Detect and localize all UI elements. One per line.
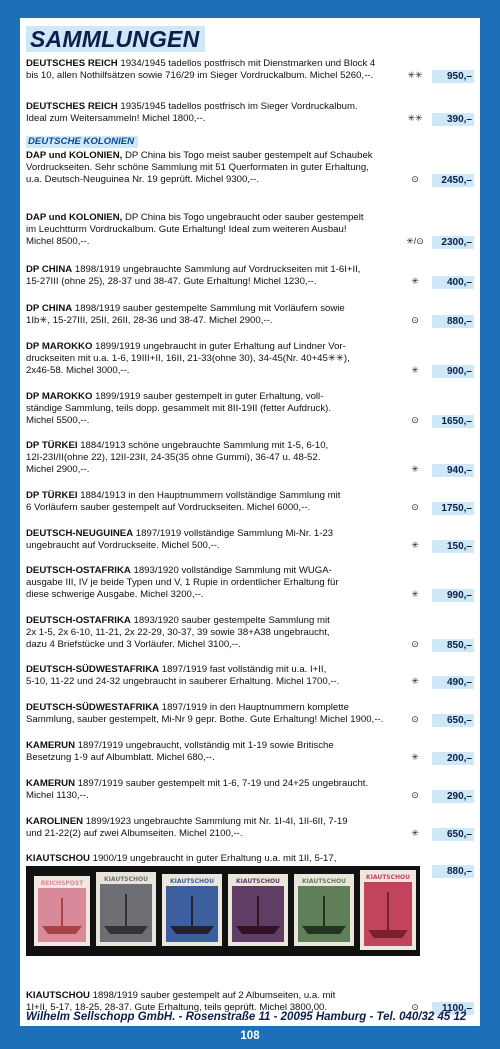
lot-text: DP China bis Togo meist sauber gestempelt auf Schaubek <box>122 150 373 161</box>
lot-line <box>26 212 406 224</box>
lot-text: 1897/1919 sauber gestempelt mit 1-6, 7-19 und 24+25 ungebraucht. <box>75 778 369 789</box>
lot-line <box>26 440 406 452</box>
lot-line <box>26 303 406 315</box>
lot-line <box>26 365 406 377</box>
lot-description <box>26 341 406 377</box>
lot-name: DEUTSCH-NEUGUINEA <box>26 528 134 539</box>
lot-name: KIAUTSCHOU <box>26 853 90 864</box>
lot-name: DP TÜRKEI <box>26 490 78 501</box>
lot-line <box>26 828 406 840</box>
lot-text: 1899/1919 sauber gestempelt in guter Erhaltung, voll- <box>92 391 324 402</box>
condition-symbol: ✳ <box>411 539 419 550</box>
lot-line <box>26 565 406 577</box>
lot-line <box>26 58 406 70</box>
stamp <box>360 870 416 950</box>
lot-entry <box>26 664 472 688</box>
lot-text: 1893/1920 vollständige Sammlung mit WUGA- <box>130 565 332 576</box>
lot-text: bis 10, allen Nothilfsätzen sowie 716/29 im Sieger Vordruckalbum. Michel 5260,--. <box>26 69 374 81</box>
lot-text: dazu 4 Briefstücke und 3 Vorläufer. Michel 3100,--. <box>26 638 241 650</box>
lot-line <box>26 101 406 113</box>
lot-line <box>26 790 406 802</box>
stamp <box>294 874 354 946</box>
stamp <box>96 872 156 946</box>
lot-price: 1100,– <box>432 1002 474 1015</box>
lot-text: 1897/1919 in den Hauptnummern komplette <box>159 702 349 713</box>
lot-name: DP CHINA <box>26 303 73 314</box>
lot-text: im Leuchtturm Vordruckalbum. Gute Erhaltung! Ideal zum weiteren Ausbau! <box>26 223 347 235</box>
lot-entry <box>26 303 472 327</box>
lot-name: DEUTSCHES REICH <box>26 58 118 69</box>
stamp-label: KIAUTSCHOU <box>365 874 411 881</box>
lot-text: Michel 5500,--. <box>26 414 90 426</box>
lot-price: 290,– <box>432 790 474 803</box>
lot-entry <box>26 740 472 764</box>
lot-price: 650,– <box>432 828 474 841</box>
lot-entry <box>26 341 472 377</box>
lot-description <box>26 264 406 288</box>
lot-name: DP TÜRKEI <box>26 440 78 451</box>
lot-text: 1897/1919 fast vollständig mit u.a. I+II, <box>159 664 327 675</box>
lot-line <box>26 502 406 514</box>
lot-line <box>26 702 406 714</box>
lot-line <box>26 714 406 726</box>
lot-price: 2300,– <box>432 236 474 249</box>
lot-line <box>26 113 406 125</box>
lot-line <box>26 391 406 403</box>
lot-text: 1900/19 ungebraucht in guter Erhaltung u.a. mit 1II, 5-17, <box>89 853 337 864</box>
condition-symbol: ✳ <box>411 364 419 375</box>
lot-text: 1I+II, 5-17, 18-25, 28-37. Gute Erhaltung, teils geprüft. Michel 3800,00. <box>26 1001 328 1013</box>
lot-entry <box>26 212 472 248</box>
lot-line <box>26 70 406 82</box>
lot-name: DAP und KOLONIEN, <box>26 212 123 223</box>
condition-symbol: ⊙ <box>411 789 419 800</box>
lot-line <box>26 403 406 415</box>
lot-text: 1884/1913 schöne ungebrauchte Sammlung mit 1-5, 6-10, <box>77 440 329 451</box>
lot-name: KAMERUN <box>26 740 76 751</box>
lot-name: KAMERUN <box>26 778 76 789</box>
lot-text: 1899/1923 ungebrauchte Sammlung mit Nr. 1I-4I, 1II-6II, 7-19 <box>83 816 348 827</box>
lot-text: ständige Sammlung, teils dopp. gesammelt mit 8II-19II (fetter Aufdruck). <box>26 402 332 414</box>
condition-symbol: ⊙ <box>411 1001 419 1012</box>
lot-text: Sammlung, sauber gestempelt, Mi-Nr 9 gepr. Bothe. Gute Erhaltung! Michel 1900,--. <box>26 713 384 725</box>
condition-symbol: ✳ <box>411 675 419 686</box>
lot-line <box>26 778 406 790</box>
lot-description <box>26 702 406 726</box>
lot-description <box>26 816 406 840</box>
stamp <box>162 874 222 946</box>
lot-line <box>26 639 406 651</box>
lot-text: 1897/1919 ungebraucht, vollständig mit 1-19 sowie Britische <box>75 740 334 751</box>
lot-entry <box>26 264 472 288</box>
lot-description <box>26 615 406 651</box>
section-label-deutsche-kolonien: DEUTSCHE KOLONIEN <box>26 136 138 148</box>
lot-description <box>26 664 406 688</box>
lot-name: DEUTSCH-OSTAFRIKA <box>26 615 131 626</box>
stamps-image <box>26 866 420 956</box>
lot-name: KIAUTSCHOU <box>26 990 90 1001</box>
page-title: SAMMLUNGEN <box>26 26 205 52</box>
lot-entry <box>26 490 472 514</box>
lot-description <box>26 740 406 764</box>
lot-description <box>26 150 406 186</box>
condition-symbol: ⊙ <box>411 713 419 724</box>
lot-text: 1898/1919 ungebrauchte Sammlung auf Vordruckseiten mit 1-6I+II, <box>72 264 361 275</box>
lot-price: 650,– <box>432 714 474 727</box>
lot-price: 880,– <box>432 315 474 328</box>
lot-text: Michel 2900,--. <box>26 463 90 475</box>
publisher-footer: Wilhelm Sellschopp GmbH. - Rosenstraße 11 - 20095 Hamburg - Tel. 040/32 45 12 <box>26 1011 467 1023</box>
lot-text: 1934/1945 tadellos postfrisch mit Dienstmarken und Block 4 <box>117 58 376 69</box>
lot-name: DP CHINA <box>26 264 73 275</box>
condition-symbol: ⊙ <box>411 314 419 325</box>
lot-line <box>26 990 406 1002</box>
lot-line <box>26 150 406 162</box>
lot-text: Michel 8500,--. <box>26 235 90 247</box>
condition-symbol: ✳ <box>411 751 419 762</box>
lot-text: ungebraucht auf Vordruckseite. Michel 500,--. <box>26 539 220 551</box>
lot-line <box>26 627 406 639</box>
lot-price: 1650,– <box>432 415 474 428</box>
condition-symbol: ✳ <box>411 275 419 286</box>
condition-symbol: ✳ <box>411 588 419 599</box>
condition-symbol: ✳✳ <box>407 69 423 80</box>
lot-line <box>26 676 406 688</box>
lot-line <box>26 264 406 276</box>
lot-entry <box>26 150 472 186</box>
condition-symbol: ⊙ <box>411 173 419 184</box>
lot-text: 1899/1919 ungebraucht in guter Erhaltung auf Lindner Vor- <box>92 341 346 352</box>
lot-text: Besetzung 1-9 auf Albumblatt. Michel 680,--. <box>26 751 215 763</box>
lot-text: Vordruckseiten. Sehr schöne Sammlung mit 51 Querformaten in guter Erhaltung, <box>26 161 369 173</box>
lot-text: u.a. Deutsch-Neuguinea Nr. 19 geprüft. Michel 9300,--. <box>26 173 260 185</box>
lot-entry <box>26 615 472 651</box>
lot-line <box>26 415 406 427</box>
page-number: 108 <box>240 1030 260 1042</box>
lot-description <box>26 778 406 802</box>
lot-line <box>26 589 406 601</box>
lot-text: ausgabe III, IV je beide Typen und V, 1 Rupie in ordentlicher Erhaltung für <box>26 576 339 588</box>
lot-text: 1898/1919 sauber gestempelte Sammlung mit Vorläufern sowie <box>72 303 345 314</box>
lot-line <box>26 174 406 186</box>
lot-text: 2x 1-5, 2x 6-10, 11-21, 2x 22-29, 30-37, 39 sowie 38+A38 ungebraucht, <box>26 626 330 638</box>
lot-line <box>26 816 406 828</box>
lot-price: 1750,– <box>432 502 474 515</box>
lot-line <box>26 664 406 676</box>
lot-description <box>26 303 406 327</box>
lot-price: 850,– <box>432 639 474 652</box>
lot-price: 150,– <box>432 540 474 553</box>
lot-entry <box>26 565 472 601</box>
stamp <box>34 876 90 946</box>
lot-entry <box>26 391 472 427</box>
lot-description <box>26 101 406 125</box>
stamp-label: KIAUTSCHOU <box>169 878 215 885</box>
lot-price: 990,– <box>432 589 474 602</box>
lot-price: 490,– <box>432 676 474 689</box>
lot-text: 5-10, 11-22 und 24-32 ungebraucht in sauberer Erhaltung. Michel 1700,--. <box>26 675 340 687</box>
stamp-label: KIAUTSCHOU <box>103 876 149 883</box>
stamp-label: KIAUTSCHOU <box>301 878 347 885</box>
lot-price: 940,– <box>432 464 474 477</box>
lot-price: 2450,– <box>432 174 474 187</box>
lot-line <box>26 276 406 288</box>
lot-name: DAP und KOLONIEN, <box>26 150 123 161</box>
lot-name: DP MAROKKO <box>26 341 93 352</box>
stamps-photo <box>26 866 420 956</box>
lot-name: DP MAROKKO <box>26 391 93 402</box>
lot-text: 12I-23I/II(ohne 22), 12II-23II, 24-35(35 ohne Gummi), 36-47 u. 48-52. <box>26 451 321 463</box>
lot-description <box>26 440 406 476</box>
stamp <box>228 874 288 946</box>
lot-text: 2x46-58. Michel 3000,--. <box>26 364 130 376</box>
lot-entry <box>26 778 472 802</box>
lot-name: DEUTSCH-OSTAFRIKA <box>26 565 131 576</box>
lot-entry <box>26 58 472 82</box>
lot-line <box>26 236 406 248</box>
lot-text: DP China bis Togo ungebraucht oder sauber gestempelt <box>122 212 364 223</box>
lot-text: 6 Vorläufern sauber gestempelt auf Vordruckseiten. Michel 6000,--. <box>26 501 311 513</box>
lot-text: und 21-22(2) auf zwei Albumseiten. Michel 2100,--. <box>26 827 243 839</box>
lot-name: DEUTSCH-SÜDWESTAFRIKA <box>26 664 160 675</box>
lot-price: 400,– <box>432 276 474 289</box>
lot-line <box>26 752 406 764</box>
stamp-label: KIAUTSCHOU <box>235 878 281 885</box>
lot-description <box>26 490 406 514</box>
catalog-page <box>20 18 480 1026</box>
lot-line <box>26 528 406 540</box>
lot-price: 200,– <box>432 752 474 765</box>
condition-symbol: ⊙ <box>411 501 419 512</box>
lot-text: diese schwerige Ausgabe. Michel 3200,--. <box>26 588 204 600</box>
lot-text: Michel 1130,--. <box>26 789 89 801</box>
lot-line <box>26 615 406 627</box>
stamp-label: REICHSPOST <box>40 880 84 887</box>
lot-entry <box>26 440 472 476</box>
lot-entry <box>26 816 472 840</box>
condition-symbol: ✳✳ <box>407 112 423 123</box>
lot-line <box>26 315 406 327</box>
lot-name: KAROLINEN <box>26 816 84 827</box>
lot-price: 950,– <box>432 70 474 83</box>
lot-line <box>26 341 406 353</box>
lot-text: 1935/1945 tadellos postfrisch im Sieger Vordruckalbum. <box>117 101 358 112</box>
lot-line <box>26 740 406 752</box>
lot-line <box>26 540 406 552</box>
lot-text: druckseiten mit u.a. 1-6, 19III+II, 16II, 21-33(ohne 30), 34-45(Nr. 40+45✳✳), <box>26 352 350 364</box>
condition-symbol: ⊙ <box>411 414 419 425</box>
lot-price: 390,– <box>432 113 474 126</box>
lot-description <box>26 391 406 427</box>
lot-line <box>26 162 406 174</box>
condition-symbol: ✳ <box>411 463 419 474</box>
lot-text: 15-27III (ohne 25), 28-37 und 38-47. Gute Erhaltung! Michel 1230,--. <box>26 275 317 287</box>
lot-text: Ideal zum Weitersammeln! Michel 1800,--. <box>26 112 206 124</box>
lot-entry <box>26 702 472 726</box>
lot-line <box>26 853 406 865</box>
condition-symbol: ✳/⊙ <box>406 235 424 246</box>
lot-line <box>26 577 406 589</box>
lot-line <box>26 353 406 365</box>
lot-line <box>26 452 406 464</box>
lot-name: DEUTSCH-SÜDWESTAFRIKA <box>26 702 160 713</box>
lot-name: DEUTSCHES REICH <box>26 101 118 112</box>
condition-symbol: ✳ <box>411 827 419 838</box>
lot-entry <box>26 528 472 552</box>
lot-text: 1898/1919 sauber gestempelt auf 2 Albumseiten, u.a. mit <box>89 990 336 1001</box>
lot-description <box>26 528 406 552</box>
lot-price: 900,– <box>432 365 474 378</box>
lot-text: 1Ib✳, 15-27III, 25II, 26II, 28-36 und 38-47. Michel 2900,--. <box>26 314 273 326</box>
lot-price: 880,– <box>432 865 474 878</box>
lot-description <box>26 212 406 248</box>
lot-line <box>26 464 406 476</box>
lot-description <box>26 58 406 82</box>
lot-entry <box>26 101 472 125</box>
condition-symbol: ⊙ <box>411 638 419 649</box>
lot-text: 1893/1920 sauber gestempelte Sammlung mit <box>130 615 330 626</box>
lot-text: 1884/1913 in den Hauptnummern vollständige Sammlung mit <box>77 490 341 501</box>
lot-line <box>26 224 406 236</box>
lot-description <box>26 565 406 601</box>
lot-text: 1897/1919 vollständige Sammlung Mi-Nr. 1-23 <box>133 528 334 539</box>
lot-line <box>26 490 406 502</box>
